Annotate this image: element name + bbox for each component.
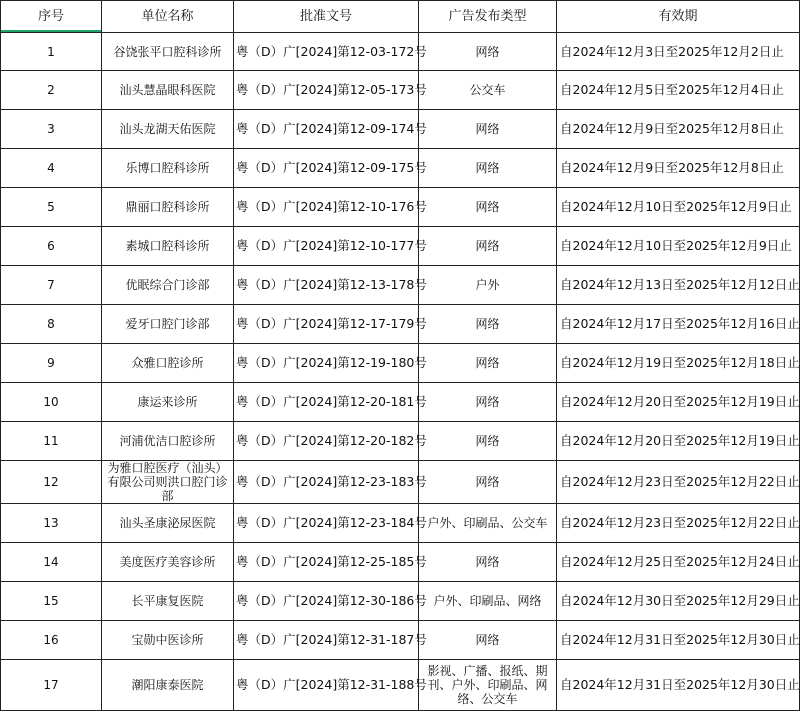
table-row <box>1 504 800 543</box>
cell-ad-type[interactable]: 网络 <box>419 621 557 660</box>
cell-unit-name[interactable]: 康运来诊所 <box>102 383 234 422</box>
header-cell-name[interactable]: 单位名称 <box>102 1 234 33</box>
cell-unit-name[interactable]: 为雅口腔医疗（汕头）有限公司则洪口腔门诊部 <box>102 461 234 504</box>
cell-validity[interactable]: 自2024年12月23日至2025年12月22日止 <box>557 461 800 504</box>
header-cell-valid[interactable]: 有效期 <box>557 1 800 33</box>
cell-unit-name[interactable]: 汕头慧晶眼科医院 <box>102 71 234 110</box>
table-row <box>1 110 800 149</box>
cell-unit-name[interactable]: 潮阳康泰医院 <box>102 660 234 711</box>
cell-validity[interactable]: 自2024年12月30日至2025年12月29日止 <box>557 582 800 621</box>
cell-no[interactable]: 5 <box>1 188 102 227</box>
cell-validity[interactable]: 自2024年12月10日至2025年12月9日止 <box>557 188 800 227</box>
cell-validity[interactable]: 自2024年12月31日至2025年12月30日止 <box>557 660 800 711</box>
table-row <box>1 188 800 227</box>
header-cell-no[interactable]: 序号 <box>1 1 102 33</box>
cell-unit-name[interactable]: 乐博口腔科诊所 <box>102 149 234 188</box>
cell-approval-number[interactable]: 粤（D）广[2024]第12-03-172号 <box>234 33 419 71</box>
cell-unit-name[interactable]: 长平康复医院 <box>102 582 234 621</box>
cell-unit-name[interactable]: 鼎丽口腔科诊所 <box>102 188 234 227</box>
cell-unit-name[interactable]: 谷饶张平口腔科诊所 <box>102 33 234 71</box>
cell-validity[interactable]: 自2024年12月3日至2025年12月2日止 <box>557 33 800 71</box>
table-row <box>1 461 800 504</box>
header-row <box>1 1 800 33</box>
cell-ad-type[interactable]: 公交车 <box>419 71 557 110</box>
table-row <box>1 621 800 660</box>
cell-no[interactable]: 1 <box>1 33 102 71</box>
cell-ad-type[interactable]: 网络 <box>419 227 557 266</box>
cell-no[interactable]: 12 <box>1 461 102 504</box>
cell-no[interactable]: 6 <box>1 227 102 266</box>
cell-validity[interactable]: 自2024年12月13日至2025年12月12日止 <box>557 266 800 305</box>
cell-approval-number[interactable]: 粤（D）广[2024]第12-05-173号 <box>234 71 419 110</box>
cell-validity[interactable]: 自2024年12月9日至2025年12月8日止 <box>557 149 800 188</box>
cell-approval-number[interactable]: 粤（D）广[2024]第12-09-175号 <box>234 149 419 188</box>
cell-approval-number[interactable]: 粤（D）广[2024]第12-23-183号 <box>234 461 419 504</box>
cell-ad-type[interactable]: 网络 <box>419 110 557 149</box>
cell-ad-type[interactable]: 网络 <box>419 383 557 422</box>
cell-approval-number[interactable]: 粤（D）广[2024]第12-20-182号 <box>234 422 419 461</box>
cell-unit-name[interactable]: 优眠综合门诊部 <box>102 266 234 305</box>
cell-unit-name[interactable]: 众雅口腔诊所 <box>102 344 234 383</box>
cell-ad-type[interactable]: 网络 <box>419 33 557 71</box>
cell-approval-number[interactable]: 粤（D）广[2024]第12-10-177号 <box>234 227 419 266</box>
cell-unit-name[interactable]: 河浦优洁口腔诊所 <box>102 422 234 461</box>
cell-ad-type[interactable]: 网络 <box>419 344 557 383</box>
cell-no[interactable]: 7 <box>1 266 102 305</box>
cell-validity[interactable]: 自2024年12月25日至2025年12月24日止 <box>557 543 800 582</box>
cell-no[interactable]: 16 <box>1 621 102 660</box>
cell-approval-number[interactable]: 粤（D）广[2024]第12-09-174号 <box>234 110 419 149</box>
table-row <box>1 266 800 305</box>
cell-approval-number[interactable]: 粤（D）广[2024]第12-31-187号 <box>234 621 419 660</box>
cell-unit-name[interactable]: 爱牙口腔门诊部 <box>102 305 234 344</box>
table-row <box>1 227 800 266</box>
table-row <box>1 149 800 188</box>
table-row <box>1 71 800 110</box>
cell-no[interactable]: 11 <box>1 422 102 461</box>
cell-no[interactable]: 4 <box>1 149 102 188</box>
cell-validity[interactable]: 自2024年12月20日至2025年12月19日止 <box>557 422 800 461</box>
cell-no[interactable]: 8 <box>1 305 102 344</box>
cell-approval-number[interactable]: 粤（D）广[2024]第12-25-185号 <box>234 543 419 582</box>
cell-unit-name[interactable]: 美度医疗美容诊所 <box>102 543 234 582</box>
cell-ad-type[interactable]: 户外、印刷品、公交车 <box>419 504 557 543</box>
cell-no[interactable]: 13 <box>1 504 102 543</box>
cell-ad-type[interactable]: 网络 <box>419 305 557 344</box>
cell-no[interactable]: 15 <box>1 582 102 621</box>
cell-approval-number[interactable]: 粤（D）广[2024]第12-31-188号 <box>234 660 419 711</box>
cell-approval-number[interactable]: 粤（D）广[2024]第12-13-178号 <box>234 266 419 305</box>
cell-validity[interactable]: 自2024年12月5日至2025年12月4日止 <box>557 71 800 110</box>
cell-no[interactable]: 17 <box>1 660 102 711</box>
cell-approval-number[interactable]: 粤（D）广[2024]第12-20-181号 <box>234 383 419 422</box>
cell-validity[interactable]: 自2024年12月19日至2025年12月18日止 <box>557 344 800 383</box>
table-row <box>1 344 800 383</box>
cell-unit-name[interactable]: 宝勋中医诊所 <box>102 621 234 660</box>
cell-no[interactable]: 10 <box>1 383 102 422</box>
table-row <box>1 305 800 344</box>
table-row <box>1 383 800 422</box>
cell-validity[interactable]: 自2024年12月17日至2025年12月16日止 <box>557 305 800 344</box>
cell-approval-number[interactable]: 粤（D）广[2024]第12-10-176号 <box>234 188 419 227</box>
cell-no[interactable]: 3 <box>1 110 102 149</box>
cell-ad-type[interactable]: 网络 <box>419 543 557 582</box>
cell-approval-number[interactable]: 粤（D）广[2024]第12-17-179号 <box>234 305 419 344</box>
cell-unit-name[interactable]: 汕头龙湖天佑医院 <box>102 110 234 149</box>
cell-unit-name[interactable]: 素城口腔科诊所 <box>102 227 234 266</box>
cell-validity[interactable]: 自2024年12月23日至2025年12月22日止 <box>557 504 800 543</box>
cell-unit-name[interactable]: 汕头圣康泌尿医院 <box>102 504 234 543</box>
cell-no[interactable]: 2 <box>1 71 102 110</box>
cell-ad-type[interactable]: 户外、印刷品、网络 <box>419 582 557 621</box>
header-cell-type[interactable]: 广告发布类型 <box>419 1 557 33</box>
cell-ad-type[interactable]: 网络 <box>419 188 557 227</box>
table-row <box>1 422 800 461</box>
cell-validity[interactable]: 自2024年12月10日至2025年12月9日止 <box>557 227 800 266</box>
table-row <box>1 543 800 582</box>
cell-approval-number[interactable]: 粤（D）广[2024]第12-19-180号 <box>234 344 419 383</box>
cell-ad-type[interactable]: 影视、广播、报纸、期刊、户外、印刷品、网络、公交车 <box>419 660 557 711</box>
cell-approval-number[interactable]: 粤（D）广[2024]第12-30-186号 <box>234 582 419 621</box>
table-row <box>1 660 800 711</box>
header-cell-doc[interactable]: 批准文号 <box>234 1 419 33</box>
cell-no[interactable]: 14 <box>1 543 102 582</box>
cell-ad-type[interactable]: 网络 <box>419 422 557 461</box>
cell-ad-type[interactable]: 网络 <box>419 461 557 504</box>
table-row <box>1 582 800 621</box>
cell-no[interactable]: 9 <box>1 344 102 383</box>
cell-ad-type[interactable]: 户外 <box>419 266 557 305</box>
cell-validity[interactable]: 自2024年12月31日至2025年12月30日止 <box>557 621 800 660</box>
cell-validity[interactable]: 自2024年12月9日至2025年12月8日止 <box>557 110 800 149</box>
cell-ad-type[interactable]: 网络 <box>419 149 557 188</box>
table-row <box>1 33 800 71</box>
cell-validity[interactable]: 自2024年12月20日至2025年12月19日止 <box>557 383 800 422</box>
cell-approval-number[interactable]: 粤（D）广[2024]第12-23-184号 <box>234 504 419 543</box>
